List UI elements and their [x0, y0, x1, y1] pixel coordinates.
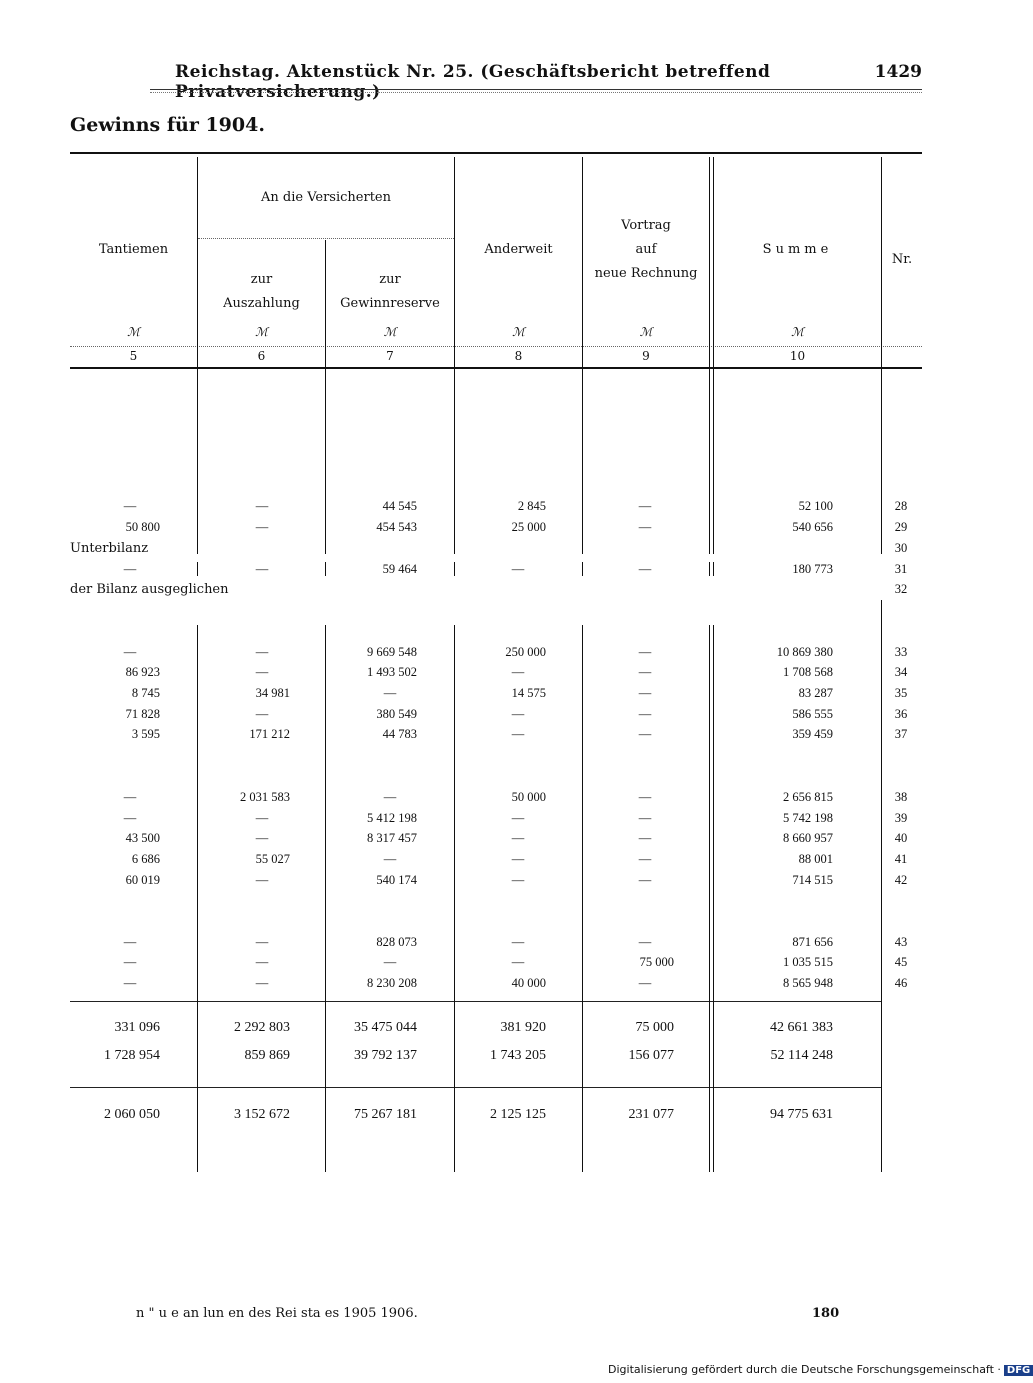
table-cell: —: [123, 790, 137, 804]
table-cell: 55 027: [255, 852, 290, 866]
total-cell: 94 775 631: [770, 1107, 833, 1122]
table-cell: 8 317 457: [367, 831, 417, 845]
unit-mark: ℳ: [255, 325, 268, 339]
col-header-auszahlung: [198, 268, 325, 316]
subtotal-cell: 75 000: [635, 1020, 674, 1035]
subtotal-rule: [70, 1001, 882, 1002]
table-cell: 44 545: [382, 499, 417, 513]
table-cell: 359 459: [792, 727, 833, 741]
row-number: 35: [894, 686, 908, 700]
row-number: 36: [894, 707, 908, 721]
row-number: 33: [894, 645, 908, 659]
table-cell: 9 669 548: [367, 645, 417, 659]
table-cell: 454 543: [376, 520, 417, 534]
row31-bar: [454, 562, 455, 576]
table-cell: —: [123, 955, 137, 969]
row-number: 34: [894, 665, 908, 679]
total-cell: 2 125 125: [490, 1107, 546, 1122]
unit-mark: ℳ: [383, 325, 397, 339]
table-cell: 43 500: [125, 831, 160, 845]
table-cell: 8 230 208: [367, 976, 417, 990]
table-cell: —: [123, 976, 137, 990]
row-number: 40: [894, 831, 908, 845]
subtotal-cell: 381 920: [500, 1020, 546, 1035]
header-page-number: 1429: [874, 62, 922, 82]
table-cell: —: [638, 665, 652, 679]
row31-bar: [197, 562, 198, 576]
table-cell: —: [383, 852, 397, 866]
total-cell: 2 060 050: [104, 1107, 160, 1122]
col-header-tantiemen: Tantiemen: [98, 242, 169, 257]
table-cell: 10 869 380: [776, 645, 833, 659]
table-cell: 1 493 502: [367, 665, 417, 679]
table-cell: 6 686: [131, 852, 160, 866]
subtotal-cell: 331 096: [114, 1020, 160, 1035]
group-header: An die Versicherten: [261, 190, 391, 205]
subtotal-cell: 52 114 248: [770, 1048, 833, 1063]
digitization-text: Digitalisierung gefördert durch die Deutsche Forschungsgemeinschaft ·: [608, 1363, 1001, 1376]
row-note: Unterbilanz: [70, 541, 149, 556]
col-divider-c6: [881, 600, 882, 1172]
col-header-gewinnreserve: [326, 268, 454, 316]
col-number: 10: [789, 349, 806, 363]
table-cell: 5 742 198: [783, 811, 833, 825]
subtotal-cell: 1 743 205: [490, 1048, 546, 1063]
table-cell: 5 412 198: [367, 811, 417, 825]
col-header-vortrag: [583, 214, 709, 286]
table-cell: —: [638, 831, 652, 845]
col-number: 5: [129, 349, 138, 363]
subtotal-cell: 35 475 044: [354, 1020, 417, 1035]
table-cell: 8 660 957: [783, 831, 833, 845]
table-cell: —: [255, 665, 269, 679]
table-cell: —: [383, 790, 397, 804]
dfg-logo: DFG: [1004, 1365, 1033, 1376]
table-cell: —: [511, 811, 525, 825]
table-cell: 171 212: [249, 727, 290, 741]
header-rule-dotted: [150, 92, 922, 93]
row-number: 28: [894, 499, 908, 513]
table-cell: —: [511, 873, 525, 887]
section-title: Gewinns für 1904.: [70, 114, 265, 136]
col-number: 8: [514, 349, 523, 363]
table-cell: 86 923: [125, 665, 160, 679]
table-cell: —: [255, 935, 269, 949]
digitization-note: [608, 1363, 1033, 1376]
col-divider-b5b: [713, 367, 714, 554]
table-cell: 2 845: [517, 499, 546, 513]
unit-mark: ℳ: [127, 325, 140, 339]
col-header-line: neue Rechnung: [594, 266, 698, 281]
col-header-line: zur: [379, 272, 401, 287]
col-header-line: Vortrag: [621, 218, 671, 233]
table-cell: 540 174: [376, 873, 417, 887]
row-note: der Bilanz ausgeglichen: [70, 582, 229, 597]
table-cell: —: [511, 707, 525, 721]
table-cell: —: [638, 520, 652, 534]
col-header-nr: Nr.: [891, 252, 913, 267]
table-cell: 83 287: [798, 686, 833, 700]
table-cell: —: [638, 811, 652, 825]
table-cell: —: [255, 873, 269, 887]
col-divider-b4: [582, 367, 583, 554]
table-cell: —: [638, 852, 652, 866]
table-cell: 40 000: [511, 976, 546, 990]
table-cell: 8 745: [131, 686, 160, 700]
running-header: [70, 62, 922, 102]
table-cell: 50 800: [125, 520, 160, 534]
group-header-rule: [198, 238, 454, 239]
table-cell: 714 515: [792, 873, 833, 887]
table-cell: —: [638, 873, 652, 887]
table-cell: —: [123, 562, 137, 576]
table-cell: —: [255, 831, 269, 845]
table-cell: 250 000: [505, 645, 546, 659]
table-cell: 52 100: [798, 499, 833, 513]
table-cell: —: [638, 562, 652, 576]
col-header-line: Auszahlung: [223, 296, 300, 311]
unit-mark: ℳ: [791, 325, 804, 339]
table-cell: 871 656: [792, 935, 833, 949]
table-cell: 34 981: [255, 686, 290, 700]
subtotal-cell: 2 292 803: [234, 1020, 290, 1035]
col-header-line: Gewinnreserve: [340, 296, 440, 311]
col-number: 6: [257, 349, 266, 363]
table-cell: —: [255, 562, 269, 576]
subtotal-cell: 42 661 383: [770, 1020, 833, 1035]
subtotal-cell: 859 869: [244, 1048, 290, 1063]
row-number: 37: [894, 727, 908, 741]
col-divider-c4: [582, 625, 583, 1172]
row31-bar: [713, 562, 714, 576]
table-top-rule: [70, 152, 922, 154]
table-cell: —: [511, 831, 525, 845]
row-number: 41: [894, 852, 908, 866]
table-cell: —: [511, 955, 525, 969]
total-cell: 231 077: [628, 1107, 674, 1122]
col-number: 7: [386, 349, 394, 363]
total-cell: 75 267 181: [354, 1107, 417, 1122]
col-divider-b1: [197, 367, 198, 554]
col-number: 9: [642, 349, 650, 363]
table-cell: —: [638, 727, 652, 741]
table-cell: 88 001: [798, 852, 833, 866]
footer-page-number: 180: [812, 1306, 840, 1321]
table-cell: 3 595: [131, 727, 160, 741]
table-cell: 75 000: [639, 955, 674, 969]
table-cell: 25 000: [511, 520, 546, 534]
table-cell: —: [638, 790, 652, 804]
table-cell: —: [255, 707, 269, 721]
unit-mark: ℳ: [639, 325, 653, 339]
total-rule: [70, 1087, 882, 1088]
col-divider-b5a: [709, 367, 710, 554]
row-number: 32: [894, 582, 908, 596]
table-cell: 828 073: [376, 935, 417, 949]
subtotal-cell: 1 728 954: [104, 1048, 160, 1063]
table-cell: 8 565 948: [783, 976, 833, 990]
row-number: 31: [894, 562, 908, 576]
row-number: 38: [894, 790, 908, 804]
col-header-summe: Summe: [762, 242, 833, 257]
table-cell: 180 773: [792, 562, 833, 576]
table-cell: 14 575: [511, 686, 546, 700]
table-cell: —: [638, 976, 652, 990]
row-number: 29: [894, 520, 908, 534]
table-cell: —: [123, 811, 137, 825]
table-cell: 2 031 583: [240, 790, 290, 804]
col-header-anderweit: Anderweit: [484, 242, 553, 257]
col-header-line: zur: [250, 272, 273, 287]
col-divider-c3: [454, 625, 455, 1172]
table-cell: 2 656 815: [783, 790, 833, 804]
subtotal-cell: 156 077: [628, 1048, 674, 1063]
row-number: 46: [894, 976, 908, 990]
col-divider-c5a: [709, 625, 710, 1172]
header-title: Reichstag. Aktenstück Nr. 25. (Geschäftsbericht betreffend Privatversicherung.): [175, 62, 771, 102]
row-number: 39: [894, 811, 908, 825]
table-cell: —: [255, 520, 269, 534]
table-cell: 60 019: [125, 873, 160, 887]
table-cell: 71 828: [125, 707, 160, 721]
col-divider-h5a: [709, 157, 710, 367]
table-cell: 1 708 568: [783, 665, 833, 679]
table-cell: —: [123, 499, 137, 513]
row-number: 42: [894, 873, 908, 887]
row31-bar: [582, 562, 583, 576]
table-cell: —: [511, 935, 525, 949]
header-rule: [150, 89, 922, 90]
table-cell: —: [511, 562, 525, 576]
table-cell: 540 656: [792, 520, 833, 534]
table-cell: —: [638, 686, 652, 700]
subtotal-cell: 39 792 137: [354, 1048, 417, 1063]
table-cell: 586 555: [792, 707, 833, 721]
table-cell: 44 783: [382, 727, 417, 741]
footer-text: n " u e an lun en des Rei sta es 1905 1906.: [136, 1306, 418, 1321]
row-number: 43: [894, 935, 908, 949]
table-cell: 380 549: [376, 707, 417, 721]
table-cell: —: [255, 645, 269, 659]
table-cell: 50 000: [511, 790, 546, 804]
unit-mark: ℳ: [512, 325, 525, 339]
table-cell: 59 464: [382, 562, 417, 576]
row31-bar: [709, 562, 710, 576]
col-divider-b6: [881, 367, 882, 554]
table-cell: —: [123, 645, 137, 659]
table-cell: —: [638, 935, 652, 949]
col-divider-c5b: [713, 625, 714, 1172]
table-cell: —: [255, 955, 269, 969]
table-cell: —: [638, 707, 652, 721]
col-header-line: auf: [635, 242, 657, 257]
total-cell: 3 152 672: [234, 1107, 290, 1122]
table-cell: —: [511, 727, 525, 741]
table-cell: —: [123, 935, 137, 949]
table-cell: —: [255, 499, 269, 513]
table-cell: —: [383, 686, 397, 700]
table-cell: —: [638, 645, 652, 659]
table-cell: —: [255, 811, 269, 825]
table-cell: 1 035 515: [783, 955, 833, 969]
table-cell: —: [511, 665, 525, 679]
table-cell: —: [638, 499, 652, 513]
row-number: 45: [894, 955, 908, 969]
row-number: 30: [894, 541, 908, 555]
table-cell: —: [383, 955, 397, 969]
table-cell: —: [255, 976, 269, 990]
col-divider-c1: [197, 625, 198, 1172]
table-cell: —: [511, 852, 525, 866]
